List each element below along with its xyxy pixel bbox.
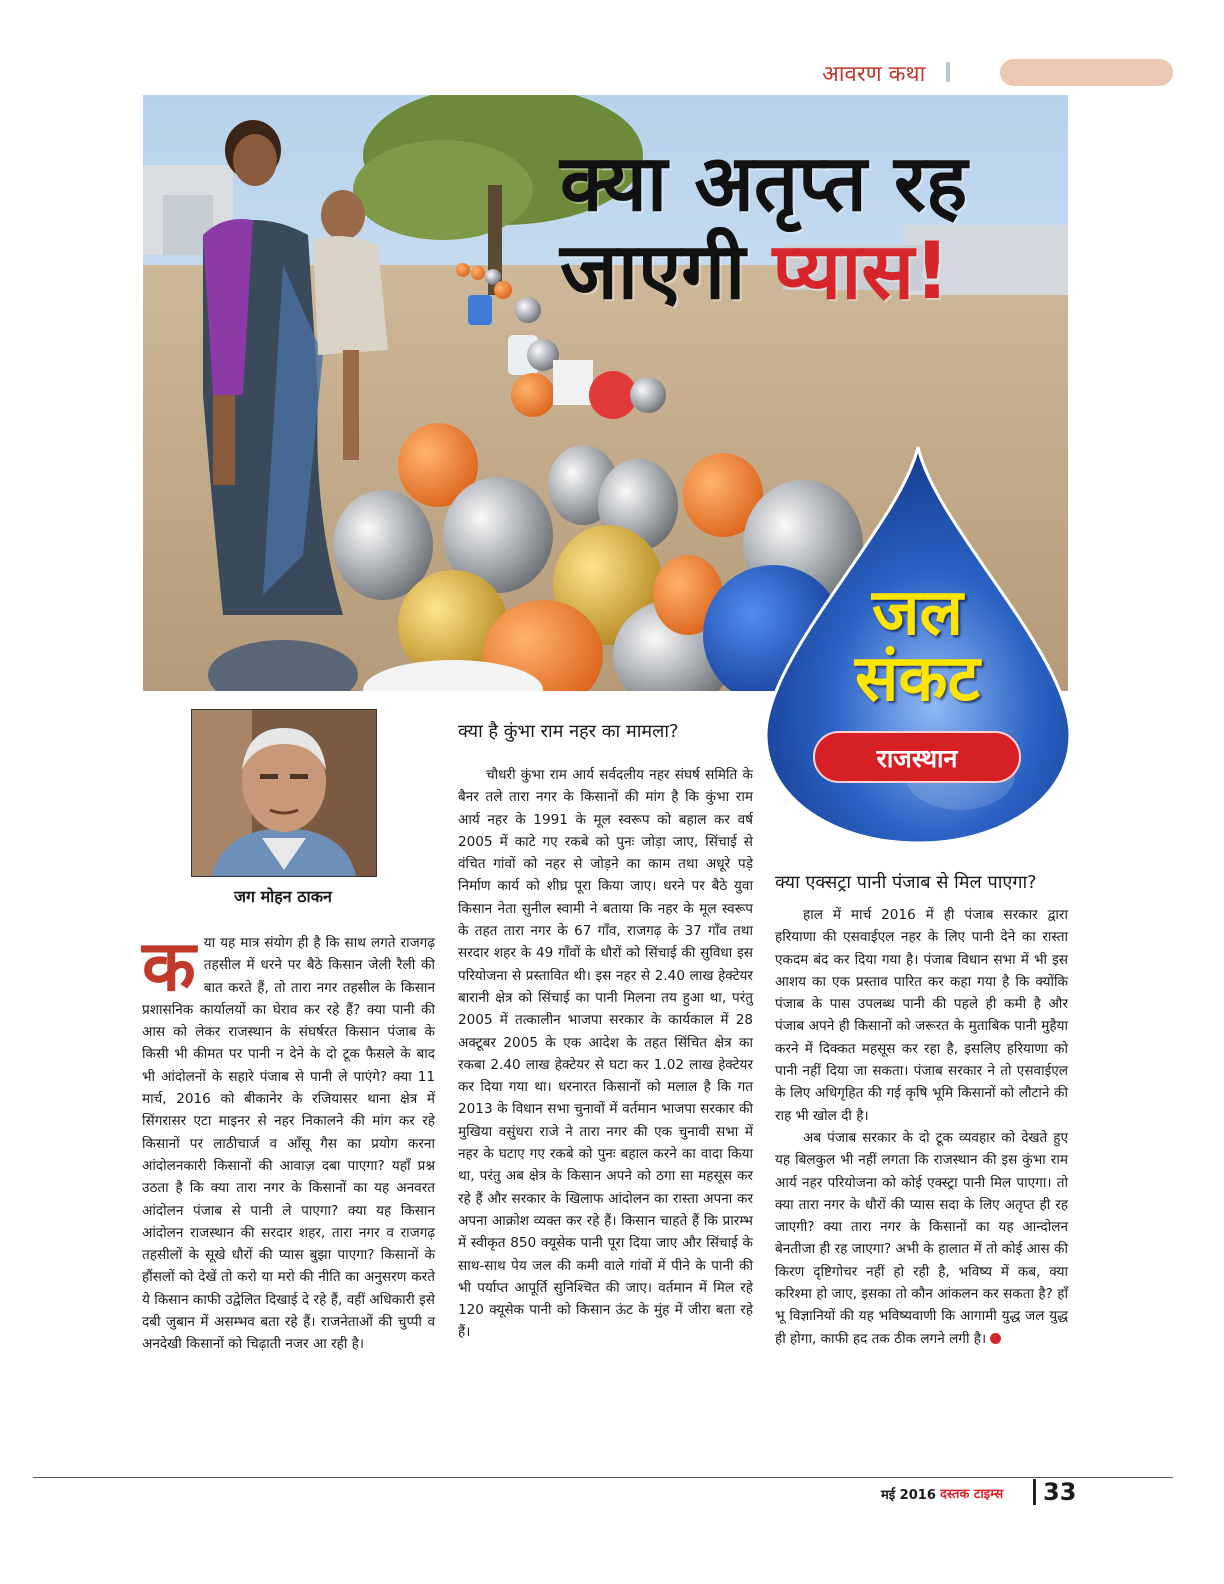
middle-column-heading: क्या है कुंभा राम नहर का मामला? — [458, 721, 679, 742]
right-column-paragraph-2-text: अब पंजाब सरकार के दो टूक व्यवहार को देखते हुए यह बिलकुल भी नहीं लगता कि राजस्थान की इस कुंभा राम आर्य नहर परियोजना को कोई एक्स्ट्रा पानी मिल पाएगा। तो क्या तारा नगर के धौरों की प्यास सदा के लिए अतृप्त ही रह जाएगी? क्या तारा नगर के किसानों का यह आन्दोलन बेनतीजा ही रह जाएगा? अभी के हालात में तो कोई आस की किरण दृष्टिगोचर नहीं हो रही है, भविष्य में कब, क्या करिश्मा हो जाए, इसका तो कौन आंकलन कर सकता है? हाँ भू विज्ञानियों की यह भविष्यवाणी कि आगामी युद्ध जल युद्ध ही होगा, काफी हद तक ठीक लगने लगी है। — [775, 1129, 1068, 1347]
author-name: जग मोहन ठाकन — [234, 887, 332, 906]
footer-rule — [33, 1477, 1173, 1478]
right-column-paragraph-2 — [775, 1127, 1068, 1350]
footer-date: मई 2016 — [881, 1488, 936, 1503]
left-column-paragraph — [142, 925, 435, 1356]
headline — [560, 140, 1060, 316]
headline-line-2-red: प्यास! — [772, 227, 950, 317]
middle-column-text: चौधरी कुंभा राम आर्य सर्वदलीय नहर संघर्ष समिति के बैनर तले तारा नगर के किसानों की मांग है कि कुंभा राम आर्य नहर के 1991 के मूल स्वरूप को बहाल कर वर्ष 2005 में काटे गए रकबे को पुनः जोड़ा जाए, सिंचाई से वंचित गांवों को नहर से जोड़ने का काम तथा अधूरे पड़े निर्माण कार्य को शीघ्र पूरा किया जाए। धरने पर बैठे युवा किसान नेता सुनील स्वामी ने बताया कि नहर के मूल स्वरूप के तहत तारा नगर के 67 गाँव, राजगढ़ के 37 गाँव तथा सरदार शहर के 49 गाँवों के धौरों को सिंचाई की सुविधा इस परियोजना से प्रस्तावित थी। इस नहर से 2.40 लाख हेक्टेयर बारानी क्षेत्र को सिंचाई का पानी मिलना तय हुआ था, परंतु 2005 में तत्कालीन भाजपा सरकार के कार्यकाल में 28 अक्टूबर 2005 के एक आदेश के तहत सिंचित क्षेत्र का रकबा 2.40 लाख हेक्टेयर से घटा कर 1.02 लाख हेक्टेयर कर दिया गया था। धरनारत किसानों को मलाल है कि गत 2013 के विधान सभा चुनावों में वर्तमान भाजपा सरकार की मुखिया वसुंधरा राजे ने तारा नगर की एक चुनावी सभा में नहर के घटाए गए रकबे को पुनः बहाल करने का वादा किया था, परंतु अब क्षेत्र के किसान अपने को ठगा सा महसूस कर रहे हैं और सरकार के खिलाफ आंदोलन का रास्ता अपना कर अपना आक्रोश व्यक्त कर रहे हैं। किसान चाहते हैं कि प्रारम्भ में स्वीकृत 850 क्यूसेक पानी पूरा दिया जाए और सिंचाई के साथ-साथ पेय जल की कमी वाले गांवों में पीने के पानी की भी पर्याप्त आपूर्ति सुनिश्चित की जाए। वर्तमान में मिल रहे 120 क्यूसेक पानी को किसान ऊंट के मुंह में जीरा बता रहे हैं। — [458, 767, 753, 1341]
left-column-text: या यह मात्र संयोग ही है कि साथ लगते राजगढ़ तहसील में धरने पर बैठे किसान जेली रैली की बात करते हैं, तो तारा नगर तहसील के किसान प्रशासनिक कार्यालयों का घेराव कर रहे हैं? क्या पानी की आस को लेकर राजस्थान के संघर्षरत किसान पंजाब के किसी भी कीमत पर पानी न देने के दो टूक फैसले के बाद भी आंदोलनों के सहारे पंजाब से पानी ले पाएंगे? क्या 11 मार्च, 2016 को बीकानेर के रजियासर थाना क्षेत्र में सिंगरासर एटा माइनर से नहर निकालने की मांग कर रहे किसानों पर लाठीचार्ज व आँसू गैस का प्रयोग करना आंदोलनकारी किसानों की आवाज़ दबा पाएगा? यहाँ प्रश्न उठता है कि क्या तारा नगर के किसानों का यह अनवरत आंदोलन पंजाब से पानी ले पाएगा? क्या यह किसान आंदोलन राजस्थान की सरदार शहर, तारा नगर व राजगढ़ तहसीलों के सूखे धौरों की प्यास बुझा पाएगा? किसानों के हौंसलों को देखें तो करो या मरो की नीति का अनुसरण करते ये किसान काफी उद्वेलित दिखाई दे रहे हैं, वहीं अधिकारी इसे दबी जुबान में असम्भव बता रहे हैं। राजनेताओं की चुप्पी व अनदेखी किसानों को चिढ़ाती नजर आ रही है। — [142, 935, 435, 1353]
author-photo — [191, 709, 377, 877]
right-column — [775, 904, 1068, 1350]
middle-column — [458, 764, 753, 1344]
section-divider — [946, 62, 950, 82]
headline-line-2 — [560, 228, 1060, 316]
headline-line-2-black: जाएगी — [560, 227, 746, 317]
footer-magazine-logo: दस्तक टाइम्स — [940, 1487, 1004, 1502]
author-portrait-icon — [192, 710, 376, 876]
right-column-heading: क्या एक्सट्रा पानी पंजाब से मिल पाएगा? — [775, 872, 1037, 893]
region-badge: राजस्थान — [813, 731, 1021, 783]
left-column — [142, 925, 435, 1356]
badge-title-line-2: संकट — [855, 642, 980, 716]
page-number: 33 — [1043, 1478, 1077, 1506]
right-column-paragraph-1: हाल में मार्च 2016 में ही पंजाब सरकार द्वारा हरियाणा की एसवाईएल नहर के लिए पानी देने का रास्ता एकदम बंद कर दिया गया है। पंजाब विधान सभा में भी इस आशय का एक प्रस्ताव पारित कर कहा गया है कि क्योंकि पंजाब के पास उपलब्ध पानी की पहले ही कमी है और पंजाब अपने ही किसानों को जरूरत के मुताबिक पानी मुहैया करने में दिक्कत महसूस कर रहा है, इसलिए हरियाणा को पानी नहीं दिया जा सकता। पंजाब सरकार ने तो एसवाईएल के लिए अधिगृहित की गई कृषि भूमि किसानों को लौटाने की राह भी खोल दी है। — [775, 907, 1068, 1124]
drop-cap: क — [142, 925, 196, 1007]
header-decoration-pill — [1000, 59, 1173, 86]
footer-separator — [1033, 1479, 1036, 1505]
section-label: आवरण कथा — [822, 62, 926, 87]
headline-line-1: क्या अतृप्त रह — [560, 139, 968, 229]
badge-title-line-1: जल — [872, 576, 963, 650]
badge-title — [800, 576, 1035, 716]
end-mark-icon — [990, 1333, 1001, 1344]
